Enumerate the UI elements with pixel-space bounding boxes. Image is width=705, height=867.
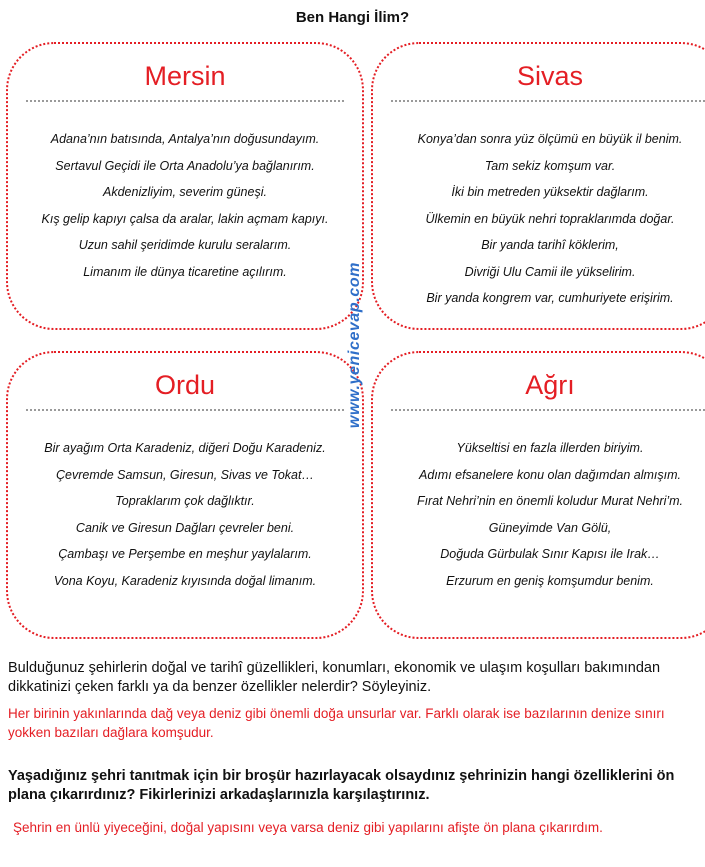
- card-separator: [391, 409, 705, 411]
- clue-line: Konya’dan sonra yüz ölçümü en büyük il benim.: [417, 132, 683, 146]
- clue-line: Topraklarım çok dağlıktır.: [115, 494, 255, 508]
- answer-1: Her birinin yakınlarında dağ veya deniz gibi önemli doğa unsurlar var. Farklı olarak ise bazılarının denize sınırı yokken bazıları dağlara komşudur.: [8, 706, 665, 740]
- clue-line: Tam sekiz komşum var.: [484, 158, 616, 173]
- clue-list: [373, 126, 705, 312]
- clue-line: Erzurum en geniş komşumdur benim.: [446, 573, 654, 588]
- clue-line: Adımı efsanelere konu olan dağımdan almışım.: [419, 467, 681, 482]
- clue-line: Uzun sahil şeridimde kurulu seralarım.: [78, 238, 292, 252]
- question-1: Bulduğunuz şehirlerin doğal ve tarihî güzellikleri, konumları, ekonomik ve ulaşım koşulları bakımından dikkatinizi çeken farklı ya da benzer özellikler nelerdir? Söyleyiniz.: [8, 660, 661, 695]
- clue-line: Bir yanda kongrem var, cumhuriyete erişirim.: [426, 291, 674, 305]
- clue-list: [8, 126, 362, 285]
- clue-line: Kış gelip kapıyı çalsa da aralar, lakin açmam kapıyı.: [41, 211, 329, 226]
- city-card-agri: [371, 351, 705, 639]
- clue-line: İki bin metreden yüksektir dağlarım.: [451, 185, 649, 199]
- card-title: Ağrı: [525, 370, 575, 400]
- card-separator: [26, 409, 344, 411]
- city-card-ordu: [6, 351, 364, 639]
- clue-line: Doğuda Gürbulak Sınır Kapısı ile Irak…: [440, 547, 660, 561]
- card-separator: [26, 100, 344, 102]
- clue-line: Divriği Ulu Camii ile yükselirim.: [464, 264, 636, 279]
- clue-line: Ülkemin en büyük nehri topraklarımda doğar.: [425, 211, 675, 226]
- clue-line: Çambaşı ve Perşembe en meşhur yaylalarım.: [58, 547, 312, 561]
- clue-line: Sertavul Geçidi ile Orta Anadolu’ya bağlanırım.: [55, 158, 315, 173]
- clue-list: [8, 435, 362, 594]
- city-card-sivas: [371, 42, 705, 330]
- clue-line: Çevremde Samsun, Giresun, Sivas ve Tokat…: [56, 467, 314, 482]
- answer-2: Şehrin en ünlü yiyeceğini, doğal yapısını veya varsa deniz gibi yapılarını afişte ön plana çıkarırdım.: [13, 820, 603, 835]
- page-title: Ben Hangi İlim?: [295, 9, 410, 26]
- clue-line: Limanım ile dünya ticaretine açılırım.: [83, 264, 287, 279]
- card-title: Sivas: [516, 61, 584, 91]
- clue-line: Vona Koyu, Karadeniz kıyısında doğal limanım.: [53, 573, 317, 588]
- card-title: Mersin: [144, 61, 226, 91]
- clue-line: Bir yanda tarihî köklerim,: [481, 238, 619, 252]
- clue-line: Fırat Nehri’nin en önemli koludur Murat Nehri’m.: [416, 494, 684, 508]
- clue-line: Bir ayağım Orta Karadeniz, diğeri Doğu Karadeniz.: [44, 441, 326, 455]
- card-title: Ordu: [154, 370, 216, 400]
- question-2: Yaşadığınız şehri tanıtmak için bir broşür hazırlayacak olsaydınız şehrinizin hangi özelliklerini ön plana çıkarırdınız? Fikirlerinizi arkadaşlarınızla karşılaştırınız.: [8, 768, 675, 803]
- clue-line: Yükseltisi en fazla illerden biriyim.: [456, 441, 644, 455]
- clue-line: Güneyimde Van Gölü,: [488, 520, 612, 535]
- clue-list: [373, 435, 705, 594]
- watermark-text: www.yenicevap.com: [346, 261, 363, 429]
- clue-line: Adana’nın batısında, Antalya’nın doğusundayım.: [50, 132, 320, 146]
- city-card-mersin: [6, 42, 364, 330]
- watermark: [340, 240, 370, 450]
- clue-line: Akdenizliyim, severim güneşi.: [103, 185, 267, 199]
- card-separator: [391, 100, 705, 102]
- clue-line: Canik ve Giresun Dağları çevreler beni.: [75, 520, 295, 535]
